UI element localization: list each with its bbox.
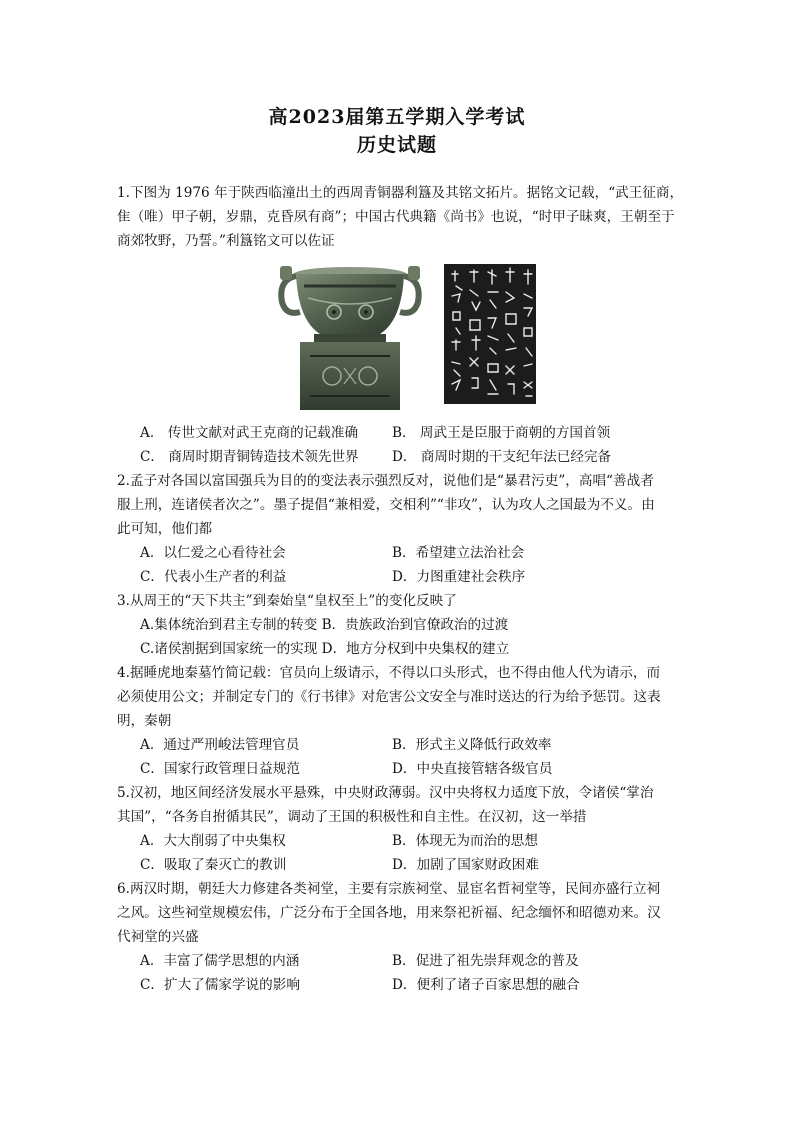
q3-options-ab[interactable]: A.集体统治到君主专制的转变 B．贵族政治到官僚政治的过渡 (140, 617, 509, 633)
bronze-gui-figure (274, 262, 536, 412)
q1-option-a[interactable]: A． 传世文献对武王克商的记载准确 (140, 425, 359, 441)
q4-option-c[interactable]: C．国家行政管理日益规范 (140, 761, 300, 777)
exam-subtitle: 历史试题 (356, 134, 437, 156)
li-gui-vessel-image (280, 266, 420, 410)
q5-stem-line-1: 5.汉初，地区间经济发展水平悬殊，中央财政薄弱。汉中央将权力适度下放，令诸侯“掌治 (117, 785, 654, 801)
q1-option-d[interactable]: D． 商周时期的干支纪年法已经完备 (392, 449, 612, 465)
q1-option-c[interactable]: C． 商周时期青铜铸造技术领先世界 (140, 449, 359, 465)
q4-option-b[interactable]: B．形式主义降低行政效率 (392, 737, 552, 753)
exam-title: 高2023届第五学期入学考试 (268, 106, 526, 128)
q6-stem-line-1: 6.两汉时期，朝廷大力修建各类祠堂，主要有宗族祠堂、显宦名哲祠堂等，民间亦盛行立祠 (117, 881, 661, 897)
q4-stem-line-2: 必须使用公文；并制定专门的《行书律》对危害公文安全与准时送达的行为给予惩罚。这表 (117, 689, 661, 705)
q4-option-a[interactable]: A．通过严刑峻法管理官员 (140, 737, 300, 753)
q6-stem-line-3: 代祠堂的兴盛 (117, 929, 199, 945)
q4-option-d[interactable]: D．中央直接管辖各级官员 (392, 761, 553, 777)
q1-stem-line-2: 隹（唯）甲子朝，岁鼎，克昏夙有商”；中国古代典籍《尚书》也说，“时甲子昧爽，王朝至于 (117, 209, 675, 225)
q1-option-b[interactable]: B． 周武王是臣服于商朝的方国首领 (392, 425, 611, 441)
q5-stem-line-2: 其国”，“各务自拊循其民”，调动了王国的积极性和自主性。在汉初，这一举措 (117, 809, 587, 825)
q6-option-d[interactable]: D．便利了诸子百家思想的融合 (392, 977, 580, 993)
q5-option-d[interactable]: D．加剧了国家财政困难 (392, 857, 539, 873)
q1-stem-line-3: 商郊牧野，乃誓。”利簋铭文可以佐证 (117, 233, 335, 249)
q6-option-c[interactable]: C．扩大了儒家学说的影响 (140, 977, 300, 993)
q1-figures (274, 262, 536, 412)
q2-option-a[interactable]: A．以仁爱之心看待社会 (140, 545, 286, 561)
q2-option-c[interactable]: C．代表小生产者的利益 (140, 569, 287, 585)
q2-option-d[interactable]: D．力图重建社会秩序 (392, 569, 526, 585)
inscription-rubbing-image (444, 264, 536, 404)
q3-options-cd[interactable]: C.诸侯割据到国家统一的实现 D．地方分权到中央集权的建立 (140, 641, 510, 657)
q5-option-c[interactable]: C．吸取了秦灭亡的教训 (140, 857, 287, 873)
q4-stem-line-3: 明，秦朝 (117, 713, 172, 729)
q5-option-b[interactable]: B．体现无为而治的思想 (392, 833, 538, 849)
q1-stem-line-1: 1.下图为 1976 年于陕西临潼出土的西周青铜器利簋及其铭文拓片。据铭文记载，“武王征商， (117, 185, 684, 201)
q2-stem-line-3: 此可知，他们都 (117, 521, 213, 537)
q2-option-b[interactable]: B．希望建立法治社会 (392, 545, 525, 561)
q3-stem-line-1: 3.从周王的“天下共主”到秦始皇“皇权至上”的变化反映了 (117, 593, 457, 609)
q2-stem-line-1: 2.孟子对各国以富国强兵为目的的变法表示强烈反对，说他们是“暴君污吏”，高唱“善战者 (117, 473, 654, 489)
q5-option-a[interactable]: A．大大削弱了中央集权 (140, 833, 286, 849)
q4-stem-line-1: 4.据睡虎地秦墓竹简记载：官员向上级请示，不得以口头形式，也不得由他人代为请示，而 (117, 665, 661, 681)
q6-option-b[interactable]: B．促进了祖先崇拜观念的普及 (392, 953, 579, 969)
q6-option-a[interactable]: A．丰富了儒学思想的内涵 (140, 953, 300, 969)
q6-stem-line-2: 之风。这些祠堂规模宏伟，广泛分布于全国各地，用来祭祀祈福、纪念缅怀和昭德劝来。汉 (117, 905, 661, 921)
q2-stem-line-2: 服上刑，连诸侯者次之”。墨子提倡“兼相爱，交相利”“非攻”，认为攻人之国最为不义。由 (117, 497, 655, 513)
